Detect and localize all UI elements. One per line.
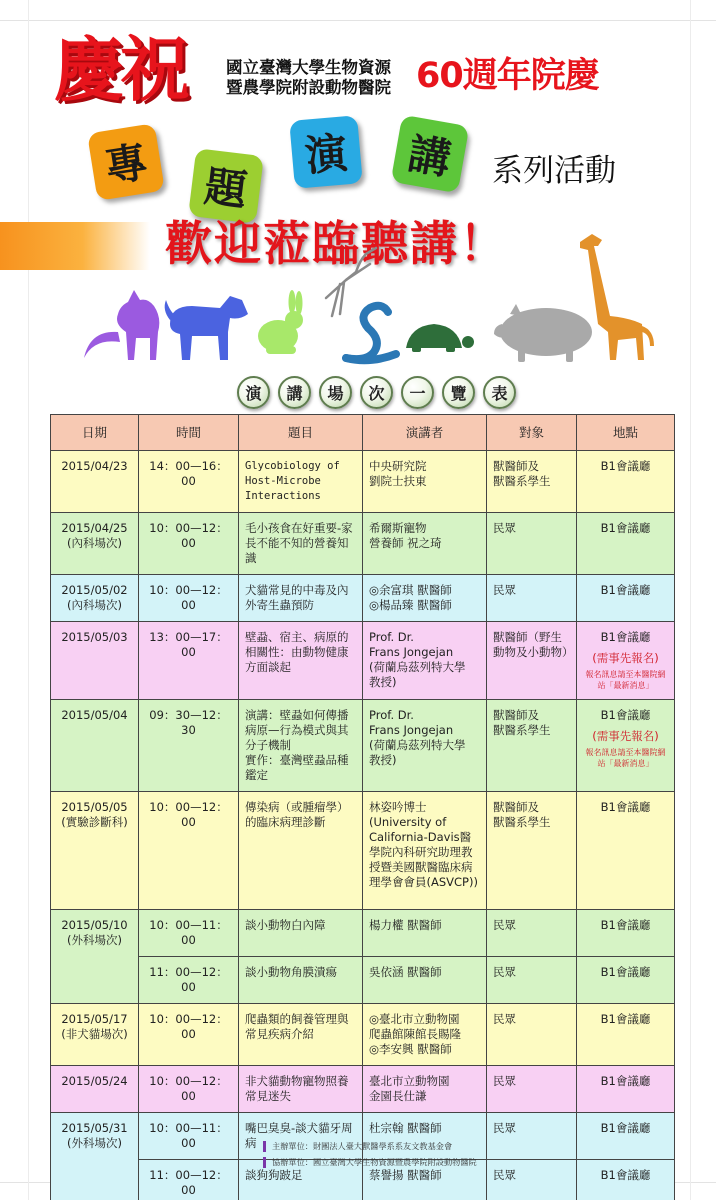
row-venue: B1會議廳 (需事先報名) 報名訊息請至本醫院網站「最新消息」 bbox=[577, 622, 675, 700]
title-tile-2: 題 bbox=[188, 148, 264, 224]
row-topic: 非犬貓動物寵物照養常見迷失 bbox=[239, 1066, 363, 1113]
frame-line-left bbox=[28, 0, 29, 1200]
header-topic: 題目 bbox=[239, 415, 363, 451]
row-speaker: Prof. Dr. Frans Jongejan (荷蘭烏茲列特大學 教授) bbox=[363, 622, 487, 700]
row-speaker: 杜宗翰 獸醫師 bbox=[363, 1113, 487, 1160]
table-row bbox=[51, 1004, 675, 1066]
title-tile-4: 講 bbox=[391, 115, 470, 194]
row-time: 10：00—12：00 bbox=[139, 513, 239, 575]
frame-line-right bbox=[690, 0, 691, 1200]
table-row bbox=[51, 622, 675, 700]
anniversary-title: 60週年院慶 bbox=[416, 56, 599, 96]
row-time: 10：00—12：00 bbox=[139, 1066, 239, 1113]
footer-co-organizer-line bbox=[263, 1154, 477, 1170]
row-time: 11：00—12：00 bbox=[139, 957, 239, 1004]
organizer-name bbox=[226, 58, 391, 98]
row-topic: Glycobiology of Host-Microbe Interactions bbox=[239, 451, 363, 513]
table-row bbox=[51, 957, 675, 1004]
row-speaker: 楊力權 獸醫師 bbox=[363, 910, 487, 957]
animal-silhouettes bbox=[70, 220, 670, 370]
row-date: 2015/05/02 (內科場次) bbox=[51, 575, 139, 622]
cat-icon bbox=[84, 290, 159, 360]
row-speaker: ◎余富琪 獸醫師 ◎楊品臻 獸醫師 bbox=[363, 575, 487, 622]
row-venue: B1會議廳 bbox=[577, 910, 675, 957]
footer-bar-2 bbox=[263, 1157, 266, 1168]
table-row bbox=[51, 451, 675, 513]
row-time: 10：00—12：00 bbox=[139, 575, 239, 622]
row-topic: 談小動物角膜潰瘍 bbox=[239, 957, 363, 1004]
row-speaker: 中央研究院 劉院士扶東 bbox=[363, 451, 487, 513]
row-audience: 民眾 bbox=[487, 1066, 577, 1113]
row-date: 2015/05/31 (外科場次) bbox=[51, 1113, 139, 1200]
footer-bar-1 bbox=[263, 1141, 266, 1152]
row-audience: 獸醫師及 獸醫系學生 bbox=[487, 792, 577, 910]
row-date: 2015/05/04 bbox=[51, 700, 139, 792]
row-topic: 傳染病（或腫瘤學）的臨床病理診斷 bbox=[239, 792, 363, 910]
row-venue: B1會議廳 bbox=[577, 1004, 675, 1066]
row-venue: B1會議廳 bbox=[577, 575, 675, 622]
row-audience: 民眾 bbox=[487, 575, 577, 622]
title-tile-3: 演 bbox=[289, 115, 363, 189]
row-date: 2015/05/24 bbox=[51, 1066, 139, 1113]
ribbon-char-2: 講 bbox=[278, 376, 311, 409]
row-speaker: 蔡譽揚 獸醫師 bbox=[363, 1160, 487, 1200]
schedule-ribbon bbox=[237, 376, 516, 409]
turtle-icon bbox=[406, 324, 474, 352]
registration-note: (需事先報名) bbox=[592, 729, 659, 743]
row-topic: 談狗狗跛足 bbox=[239, 1160, 363, 1200]
organizer-line-1: 國立臺灣大學生物資源 bbox=[226, 58, 391, 77]
row-speaker: ◎臺北市立動物園 爬蟲館陳館長賜隆 ◎李安興 獸醫師 bbox=[363, 1004, 487, 1066]
footer-organizer-line bbox=[263, 1138, 477, 1154]
table-row bbox=[51, 700, 675, 792]
table-header-row bbox=[51, 415, 675, 451]
header-date: 日期 bbox=[51, 415, 139, 451]
row-venue: B1會議廳 bbox=[577, 451, 675, 513]
row-topic: 犬貓常見的中毒及內外寄生蟲預防 bbox=[239, 575, 363, 622]
row-date: 2015/05/03 bbox=[51, 622, 139, 700]
row-speaker: 吳依涵 獸醫師 bbox=[363, 957, 487, 1004]
ribbon-char-6: 覽 bbox=[442, 376, 475, 409]
row-audience: 獸醫師（野生動物及小動物） bbox=[487, 622, 577, 700]
welcome-banner: 歡迎蒞臨聽講！ bbox=[165, 217, 508, 272]
row-date: 2015/04/25 (內科場次) bbox=[51, 513, 139, 575]
dog-icon bbox=[165, 296, 248, 360]
table-row bbox=[51, 513, 675, 575]
table-row bbox=[51, 575, 675, 622]
schedule-table bbox=[50, 414, 675, 1200]
row-audience: 民眾 bbox=[487, 957, 577, 1004]
ribbon-char-5: 一 bbox=[401, 376, 434, 409]
title-tile-1: 專 bbox=[87, 123, 165, 201]
header-speaker: 演講者 bbox=[363, 415, 487, 451]
ribbon-char-7: 表 bbox=[483, 376, 516, 409]
pig-icon bbox=[494, 304, 592, 362]
row-speaker: 希爾斯寵物 營養師 祝之琦 bbox=[363, 513, 487, 575]
giraffe-icon bbox=[580, 234, 654, 360]
row-time: 09：30—12：30 bbox=[139, 700, 239, 792]
row-audience: 獸醫師及 獸醫系學生 bbox=[487, 451, 577, 513]
registration-note: (需事先報名) bbox=[592, 651, 659, 665]
row-date: 2015/04/23 bbox=[51, 451, 139, 513]
row-date: 2015/05/10 (外科場次) bbox=[51, 910, 139, 1004]
registration-detail: 報名訊息請至本醫院網站「最新消息」 bbox=[585, 670, 666, 690]
row-time: 11：00—12：00 bbox=[139, 1160, 239, 1200]
registration-detail: 報名訊息請至本醫院網站「最新消息」 bbox=[585, 748, 666, 768]
co-organizer-text: 協辦單位：國立臺灣大學生物資源暨農學院附設動物醫院 bbox=[272, 1157, 477, 1167]
series-label: 系列活動 bbox=[492, 153, 616, 189]
celebrate-title: 慶祝 bbox=[54, 28, 186, 111]
footer bbox=[263, 1138, 477, 1170]
row-audience: 民眾 bbox=[487, 513, 577, 575]
row-speaker: 臺北市立動物園 金園長仕謙 bbox=[363, 1066, 487, 1113]
table-row bbox=[51, 910, 675, 957]
row-topic: 爬蟲類的飼養管理與常見疾病介紹 bbox=[239, 1004, 363, 1066]
row-time: 10：00—12：00 bbox=[139, 1004, 239, 1066]
row-venue: B1會議廳 bbox=[577, 1066, 675, 1113]
row-time: 10：00—11：00 bbox=[139, 1113, 239, 1160]
header-audience: 對象 bbox=[487, 415, 577, 451]
row-venue: B1會議廳 bbox=[577, 1160, 675, 1200]
ribbon-char-1: 演 bbox=[237, 376, 270, 409]
row-time: 13：00—17：00 bbox=[139, 622, 239, 700]
header-time: 時間 bbox=[139, 415, 239, 451]
frame-line-top bbox=[0, 20, 716, 21]
ribbon-char-4: 次 bbox=[360, 376, 393, 409]
row-audience: 獸醫師及 獸醫系學生 bbox=[487, 700, 577, 792]
organizer-line-2: 暨農學院附設動物醫院 bbox=[226, 78, 391, 97]
row-audience: 民眾 bbox=[487, 1113, 577, 1160]
row-topic: 演講：壁蝨如何傳播病原—行為模式與其分子機制 實作：臺灣壁蝨品種鑑定 bbox=[239, 700, 363, 792]
row-audience: 民眾 bbox=[487, 1004, 577, 1066]
row-topic: 嘴巴臭臭-談犬貓牙周病 bbox=[239, 1113, 363, 1160]
snake-icon bbox=[346, 306, 396, 361]
row-time: 14：00—16：00 bbox=[139, 451, 239, 513]
row-speaker: Prof. Dr. Frans Jongejan (荷蘭烏茲列特大學 教授) bbox=[363, 700, 487, 792]
row-topic: 毛小孩食在好重要-家長不能不知的營養知識 bbox=[239, 513, 363, 575]
organizer-text: 主辦單位：財團法人臺大獸醫學系系友文教基金會 bbox=[272, 1141, 453, 1151]
row-date: 2015/05/17 (非犬貓場次) bbox=[51, 1004, 139, 1066]
row-audience: 民眾 bbox=[487, 910, 577, 957]
rabbit-icon bbox=[258, 290, 303, 354]
row-venue: B1會議廳 bbox=[577, 957, 675, 1004]
row-audience: 民眾 bbox=[487, 1160, 577, 1200]
row-venue: B1會議廳 (需事先報名) 報名訊息請至本醫院網站「最新消息」 bbox=[577, 700, 675, 792]
row-speaker: 林姿吟博士 (University of California-Davis醫學院內科研究助理教授暨美國獸醫臨床病理學會會員(ASVCP)) bbox=[363, 792, 487, 910]
table-row bbox=[51, 1066, 675, 1113]
row-time: 10：00—12：00 bbox=[139, 792, 239, 910]
row-venue: B1會議廳 bbox=[577, 792, 675, 910]
row-venue: B1會議廳 bbox=[577, 1113, 675, 1160]
header-venue: 地點 bbox=[577, 415, 675, 451]
ribbon-char-3: 場 bbox=[319, 376, 352, 409]
table-row bbox=[51, 792, 675, 910]
row-date: 2015/05/05 (實驗診斷科) bbox=[51, 792, 139, 910]
row-topic: 壁蝨、宿主、病原的相關性：由動物健康方面談起 bbox=[239, 622, 363, 700]
row-time: 10：00—11：00 bbox=[139, 910, 239, 957]
row-topic: 談小動物白內障 bbox=[239, 910, 363, 957]
row-venue: B1會議廳 bbox=[577, 513, 675, 575]
